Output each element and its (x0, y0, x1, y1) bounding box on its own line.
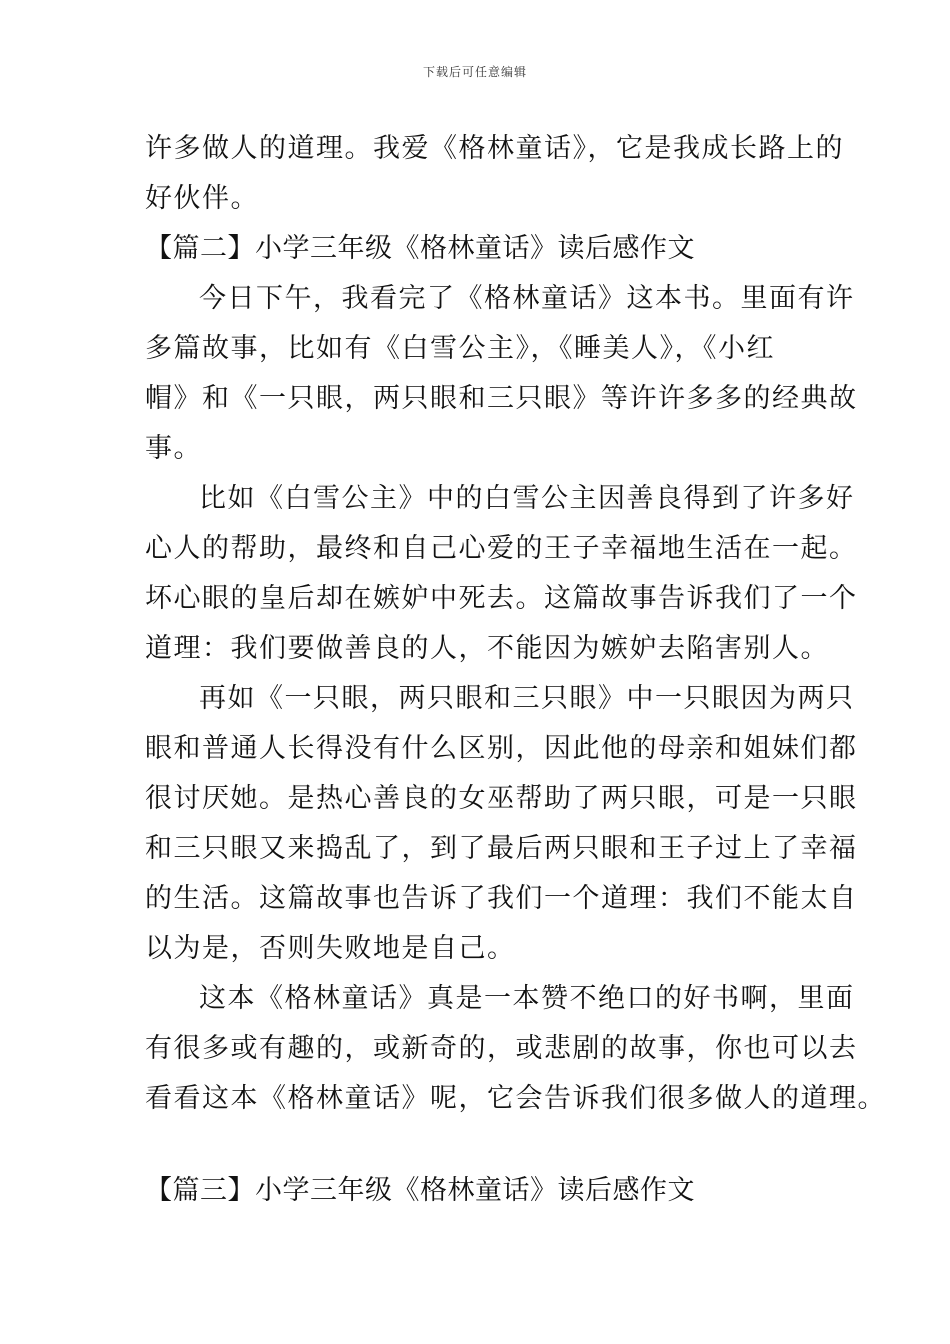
section3-heading: 【篇三】小学三年级《格林童话》读后感作文 (145, 1175, 695, 1206)
section2-heading: 【篇二】小学三年级《格林童话》读后感作文 (145, 233, 695, 264)
text-line: 有很多或有趣的，或新奇的，或悲剧的故事，你也可以去 (145, 1033, 858, 1064)
text-line: 再如《一只眼，两只眼和三只眼》中一只眼因为两只 (199, 683, 855, 714)
text-line: 今日下午，我看完了《格林童话》这本书。里面有许 (199, 283, 855, 314)
text-line: 许多做人的道理。我爱《格林童话》，它是我成长路上的 (145, 133, 844, 164)
section2-paragraph-4 (145, 974, 886, 1124)
section2-paragraph-2 (145, 474, 858, 674)
section2-paragraph-3 (145, 674, 858, 974)
text-line: 的生活。这篇故事也告诉了我们一个道理：我们不能太自 (145, 883, 858, 914)
text-line: 比如《白雪公主》中的白雪公主因善良得到了许多好 (199, 483, 855, 514)
text-line: 好伙伴。 (145, 183, 259, 214)
text-line: 坏心眼的皇后却在嫉妒中死去。这篇故事告诉我们了一个 (145, 583, 858, 614)
text-line: 很讨厌她。是热心善良的女巫帮助了两只眼，可是一只眼 (145, 783, 858, 814)
text-line: 事。 (145, 433, 202, 464)
text-line: 帽》和《一只眼，两只眼和三只眼》等许许多多的经典故 (145, 383, 858, 414)
text-line: 眼和普通人长得没有什么区别，因此他的母亲和姐妹们都 (145, 733, 858, 764)
section-gap (145, 1124, 810, 1166)
document-body (145, 124, 886, 1216)
section1-tail-paragraph (145, 124, 844, 224)
text-line: 道理：我们要做善良的人，不能因为嫉妒去陷害别人。 (145, 633, 829, 664)
text-line: 心人的帮助，最终和自己心爱的王子幸福地生活在一起。 (145, 533, 858, 564)
section2-paragraph-1 (145, 274, 858, 474)
text-line: 以为是，否则失败地是自己。 (145, 933, 516, 964)
text-line: 看看这本《格林童话》呢，它会告诉我们很多做人的道理。 (145, 1083, 886, 1114)
text-line: 和三只眼又来捣乱了，到了最后两只眼和王子过上了幸福 (145, 833, 858, 864)
page-header: 下载后可任意编辑 (422, 65, 527, 79)
text-line: 多篇故事，比如有《白雪公主》，《睡美人》，《小红 (145, 333, 775, 364)
text-line: 这本《格林童话》真是一本赞不绝口的好书啊，里面 (199, 983, 855, 1014)
